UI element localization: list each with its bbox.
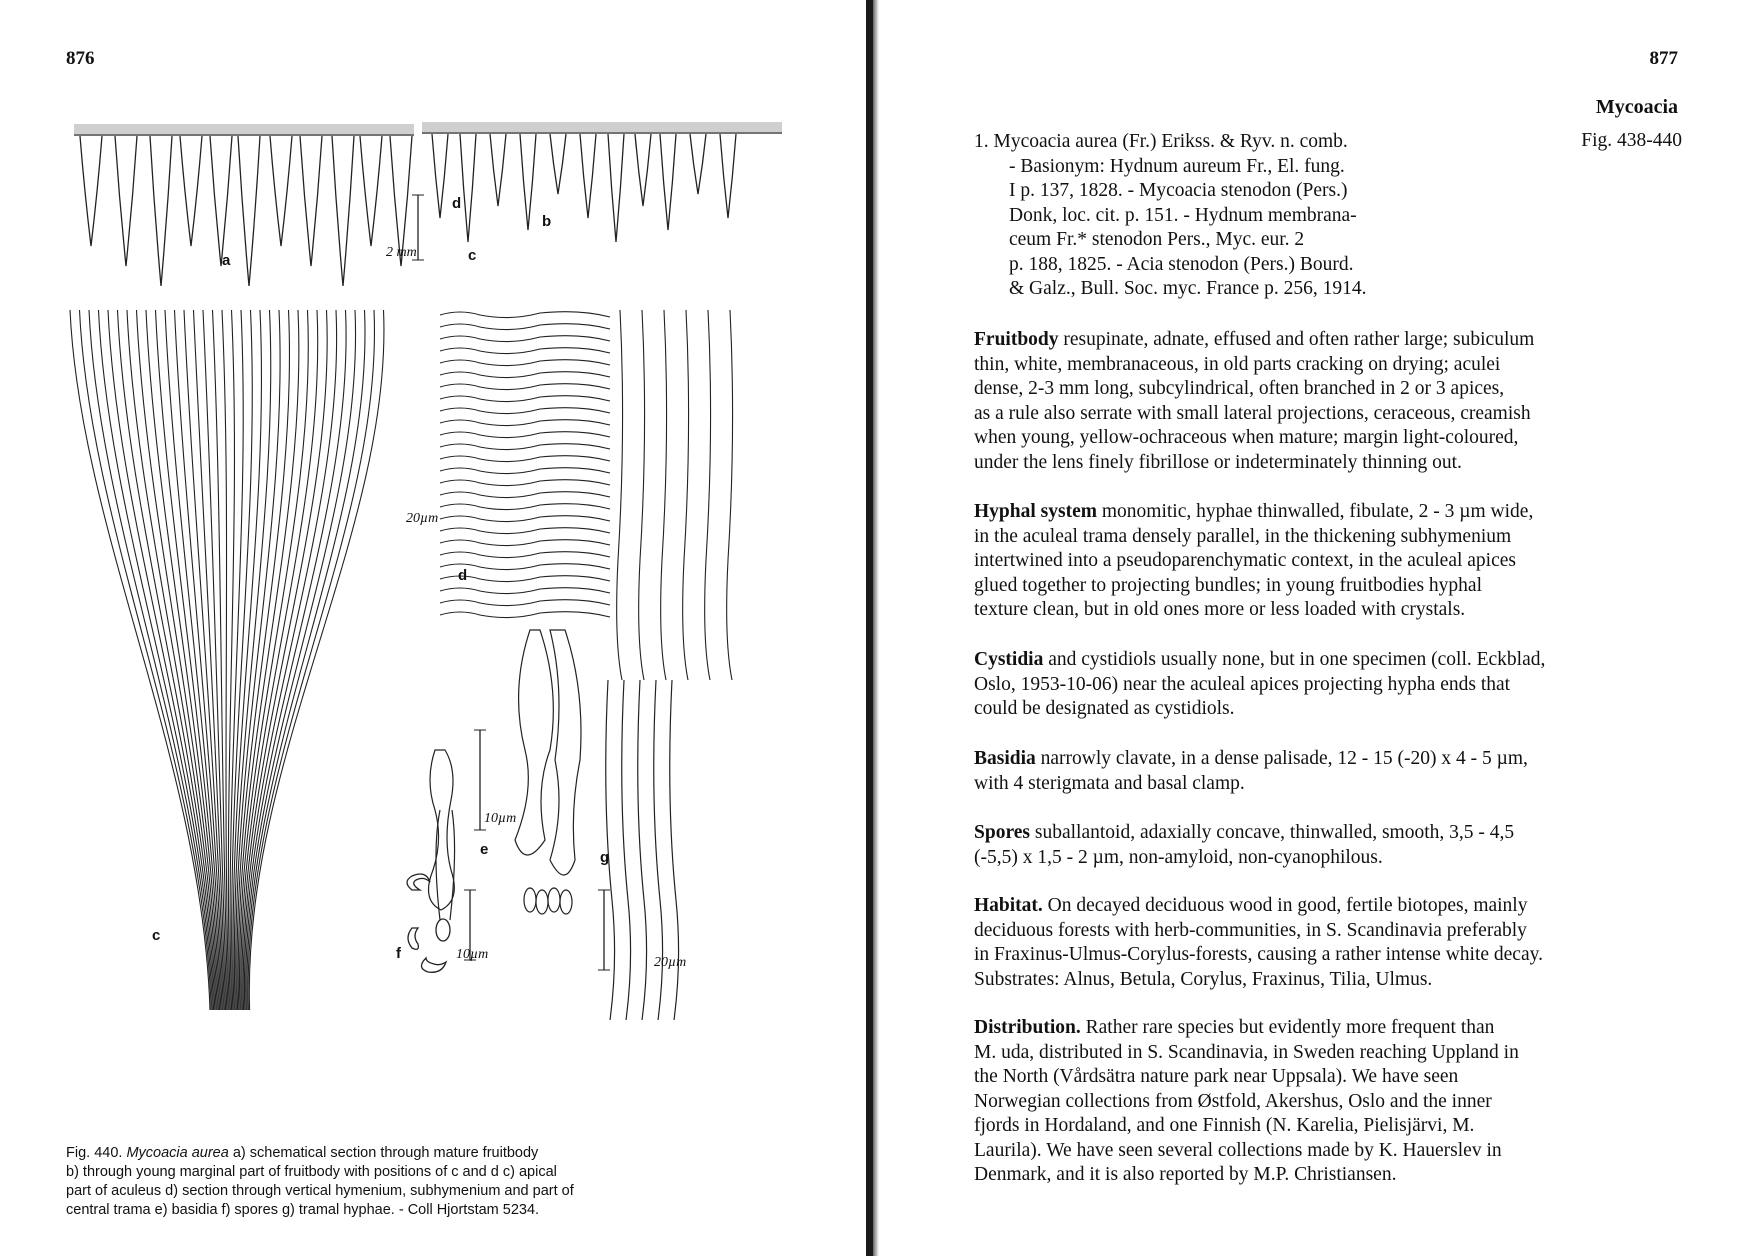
paragraph-fruitbody: Fruitbody resupinate, adnate, effused and often rather large; subiculum thin, white, membranaceous, in old parts cracking on drying; aculei dense, 2-3 mm long, subcylindrical, often branched in 2 or 3 apices, as a rule also serrate with small lateral projections, ceraceous, creamish when young, yellow-ochraceous when mature; margin light-coloured, under the lens finely fibrillose or indeterminately thinning out. xyxy=(974,329,1535,473)
panel-label-g: g xyxy=(600,849,610,866)
caption-line: central trama e) basidia f) spores g) tramal hyphae. - Coll Hjortstam 5234. xyxy=(66,1202,540,1218)
scale-label-2mm: 2 mm xyxy=(386,245,417,260)
basidia-drawing xyxy=(429,630,582,920)
position-marker-d: d xyxy=(452,195,462,212)
hymenium-section-drawing xyxy=(440,310,733,680)
scale-label-20um-g: 20µm xyxy=(654,955,687,970)
entry-line: ceum Fr.* stenodon Pers., Myc. eur. 2 xyxy=(1009,229,1305,250)
panel-label-b: b xyxy=(542,213,552,230)
entry-line: - Basionym: Hydnum aureum Fr., El. fung. xyxy=(1009,155,1345,177)
entry-line: 1. Mycoacia aurea (Fr.) Erikss. & Ryv. n. comb. xyxy=(974,131,1348,152)
figure-reference: Fig. 438-440 xyxy=(1581,130,1682,151)
paragraph-habitat: Habitat. On decayed deciduous wood in good, fertile biotopes, mainly deciduous forests with herb-communities, in S. Scandinavia preferably in Fraxinus-Ulmus-Corylus-forests, causing a rather intense white decay. Substrates: Alnus, Betula, Corylus, Fraxinus, Tilia, Ulmus. xyxy=(974,895,1543,990)
paragraph-cystidia: Cystidia and cystidiols usually none, but in one specimen (coll. Eckblad, Oslo, 1953-10-06) near the aculeal apices projecting hypha ends that could be designated as cystidiols. xyxy=(974,649,1546,719)
figure-440-illustration xyxy=(60,110,800,1140)
scale-label-10um-e: 10µm xyxy=(484,811,517,826)
scale-label-10um-f: 10µm xyxy=(456,947,489,962)
page-number-left: 876 xyxy=(66,48,95,69)
paragraph-distribution: Distribution. Rather rare species but evidently more frequent than M. uda, distributed in S. Scandinavia, in Sweden reaching Uppland in the North (Vårdsätra nature park near Uppsala). We have seen Norwegian collections from Østfold, Akershus, Oslo and the inner fjords in Hordaland, and one Finnish (N. Karelia, Pielisjärvi, M. Laurila). We have seen several collections made by K. Hauerslev in Denmark, and it is also reported by M.P. Christiansen. xyxy=(974,1017,1519,1185)
entry-line: & Galz., Bull. Soc. myc. France p. 256, 1914. xyxy=(1009,278,1367,299)
fruitbody-schematic xyxy=(74,122,782,286)
entry-line: Donk, loc. cit. p. 151. - Hydnum membrana- xyxy=(1009,204,1357,226)
panel-label-c: c xyxy=(152,927,161,944)
caption-line: part of aculeus d) section through vertical hymenium, subhymenium and part of xyxy=(66,1183,574,1199)
running-head: Mycoacia xyxy=(1595,96,1678,118)
gutter-shadow xyxy=(873,0,879,1256)
aculeus-apex-drawing xyxy=(70,310,384,1010)
caption-line: b) through young marginal part of fruitbody with positions of c and d c) apical xyxy=(66,1164,557,1180)
panel-label-f: f xyxy=(396,945,401,962)
book-gutter xyxy=(866,0,873,1256)
paragraph-spores: Spores suballantoid, adaxially concave, thinwalled, smooth, 3,5 - 4,5 (-5,5) x 1,5 - 2 µm, non-amyloid, non-cyanophilous. xyxy=(974,822,1515,868)
position-marker-c: c xyxy=(468,247,477,264)
figure-caption xyxy=(66,1144,786,1220)
paragraph-hyphal-system: Hyphal system monomitic, hyphae thinwalled, fibulate, 2 - 3 µm wide, in the aculeal trama densely parallel, in the thickening subhymenium intertwined into a pseudoparenchymatic context, in the aculeal apices glued together to projecting bundles; in young fruitbodies hyphal texture clean, but in old ones more or less loaded with crystals. xyxy=(974,501,1534,620)
caption-line: Fig. 440. Mycoacia aurea a) schematical section through mature fruitbody xyxy=(66,1145,539,1161)
page-number-right: 877 xyxy=(1649,48,1678,69)
scale-label-20um-d: 20µm xyxy=(406,511,439,526)
species-entry xyxy=(974,130,1454,302)
panel-label-d: d xyxy=(458,567,468,584)
paragraph-basidia: Basidia narrowly clavate, in a dense palisade, 12 - 15 (-20) x 4 - 5 µm, with 4 sterigmata and basal clamp. xyxy=(974,748,1528,794)
entry-line: I p. 137, 1828. - Mycoacia stenodon (Pers.) xyxy=(1009,180,1348,201)
panel-label-a: a xyxy=(222,252,231,269)
entry-line: p. 188, 1825. - Acia stenodon (Pers.) Bourd. xyxy=(1009,253,1354,275)
panel-label-e: e xyxy=(480,841,489,858)
